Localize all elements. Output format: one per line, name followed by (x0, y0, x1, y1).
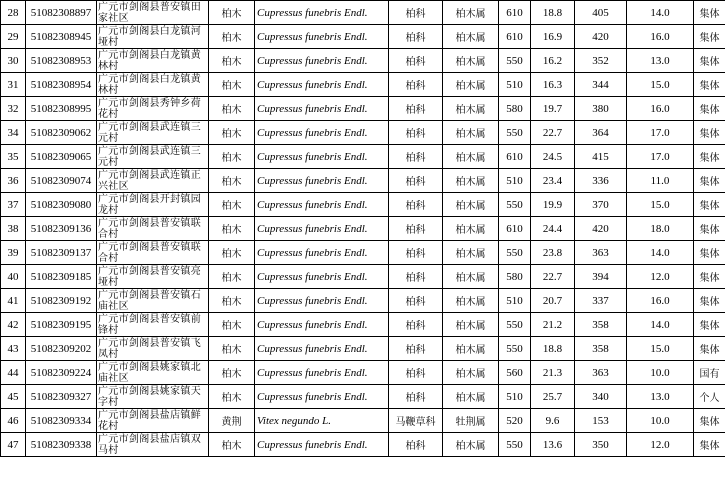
family-cell: 柏科 (389, 217, 443, 241)
tree-code-cell: 51082308897 (26, 1, 97, 25)
tree-code-cell: 51082309065 (26, 145, 97, 169)
girth-cell: 420 (575, 217, 627, 241)
ownership-cell: 集体 (694, 25, 725, 49)
altitude-cell: 550 (499, 121, 531, 145)
common-name-cell: 柏木 (209, 385, 255, 409)
altitude-cell: 520 (499, 409, 531, 433)
table-row (1, 241, 725, 265)
latin-name-cell: Cupressus funebris Endl. (255, 433, 389, 457)
height-cell: 14.0 (627, 313, 694, 337)
height-cell: 13.0 (627, 385, 694, 409)
tree-code-cell: 51082309327 (26, 385, 97, 409)
family-cell: 柏科 (389, 193, 443, 217)
latin-name-cell: Cupressus funebris Endl. (255, 241, 389, 265)
table-row (1, 193, 725, 217)
latin-name-cell: Cupressus funebris Endl. (255, 289, 389, 313)
row-number-cell: 47 (1, 433, 26, 457)
dbh-cell: 21.3 (531, 361, 575, 385)
ownership-cell: 集体 (694, 313, 725, 337)
altitude-cell: 610 (499, 145, 531, 169)
location-cell: 广元市剑阁县武连镇三元村 (97, 121, 209, 145)
location-cell: 广元市剑阁县普安镇田家社区 (97, 1, 209, 25)
table-row (1, 169, 725, 193)
ownership-cell: 集体 (694, 289, 725, 313)
row-number-cell: 28 (1, 1, 26, 25)
ownership-cell: 集体 (694, 265, 725, 289)
tree-code-cell: 51082309080 (26, 193, 97, 217)
common-name-cell: 柏木 (209, 361, 255, 385)
tree-code-cell: 51082308945 (26, 25, 97, 49)
tree-code-cell: 51082309224 (26, 361, 97, 385)
latin-name-cell: Cupressus funebris Endl. (255, 1, 389, 25)
dbh-cell: 18.8 (531, 1, 575, 25)
dbh-cell: 23.8 (531, 241, 575, 265)
location-cell: 广元市剑阁县普安镇联合村 (97, 217, 209, 241)
genus-cell: 柏木属 (443, 337, 499, 361)
girth-cell: 420 (575, 25, 627, 49)
tree-code-cell: 51082309074 (26, 169, 97, 193)
ownership-cell: 集体 (694, 1, 725, 25)
row-number-cell: 32 (1, 97, 26, 121)
ownership-cell: 集体 (694, 337, 725, 361)
common-name-cell: 柏木 (209, 145, 255, 169)
height-cell: 16.0 (627, 97, 694, 121)
family-cell: 柏科 (389, 361, 443, 385)
location-cell: 广元市剑阁县姚家镇天字村 (97, 385, 209, 409)
height-cell: 16.0 (627, 289, 694, 313)
ownership-cell: 集体 (694, 97, 725, 121)
table-row (1, 289, 725, 313)
table-row (1, 433, 725, 457)
altitude-cell: 510 (499, 169, 531, 193)
location-cell: 广元市剑阁县普安镇飞凤村 (97, 337, 209, 361)
table-row (1, 265, 725, 289)
ownership-cell: 集体 (694, 193, 725, 217)
height-cell: 16.0 (627, 25, 694, 49)
genus-cell: 柏木属 (443, 169, 499, 193)
dbh-cell: 25.7 (531, 385, 575, 409)
ownership-cell: 集体 (694, 433, 725, 457)
latin-name-cell: Cupressus funebris Endl. (255, 337, 389, 361)
location-cell: 广元市剑阁县普安镇联合村 (97, 241, 209, 265)
tree-code-cell: 51082309195 (26, 313, 97, 337)
latin-name-cell: Cupressus funebris Endl. (255, 145, 389, 169)
latin-name-cell: Cupressus funebris Endl. (255, 313, 389, 337)
family-cell: 柏科 (389, 145, 443, 169)
altitude-cell: 550 (499, 313, 531, 337)
height-cell: 12.0 (627, 433, 694, 457)
altitude-cell: 610 (499, 217, 531, 241)
ownership-cell: 个人 (694, 385, 725, 409)
latin-name-cell: Cupressus funebris Endl. (255, 265, 389, 289)
genus-cell: 柏木属 (443, 97, 499, 121)
altitude-cell: 580 (499, 97, 531, 121)
tree-code-cell: 51082309202 (26, 337, 97, 361)
altitude-cell: 560 (499, 361, 531, 385)
height-cell: 15.0 (627, 337, 694, 361)
common-name-cell: 柏木 (209, 121, 255, 145)
row-number-cell: 46 (1, 409, 26, 433)
family-cell: 柏科 (389, 433, 443, 457)
genus-cell: 柏木属 (443, 25, 499, 49)
ownership-cell: 集体 (694, 169, 725, 193)
family-cell: 柏科 (389, 289, 443, 313)
genus-cell: 柏木属 (443, 73, 499, 97)
family-cell: 柏科 (389, 169, 443, 193)
row-number-cell: 45 (1, 385, 26, 409)
latin-name-cell: Cupressus funebris Endl. (255, 73, 389, 97)
family-cell: 柏科 (389, 265, 443, 289)
genus-cell: 柏木属 (443, 193, 499, 217)
row-number-cell: 37 (1, 193, 26, 217)
ownership-cell: 集体 (694, 217, 725, 241)
table-row (1, 1, 725, 25)
row-number-cell: 30 (1, 49, 26, 73)
row-number-cell: 40 (1, 265, 26, 289)
common-name-cell: 柏木 (209, 265, 255, 289)
family-cell: 柏科 (389, 49, 443, 73)
location-cell: 广元市剑阁县盐店镇鲜花村 (97, 409, 209, 433)
common-name-cell: 柏木 (209, 97, 255, 121)
row-number-cell: 43 (1, 337, 26, 361)
tree-code-cell: 51082308953 (26, 49, 97, 73)
table-row (1, 385, 725, 409)
girth-cell: 364 (575, 121, 627, 145)
common-name-cell: 柏木 (209, 337, 255, 361)
latin-name-cell: Cupressus funebris Endl. (255, 217, 389, 241)
tree-code-cell: 51082309062 (26, 121, 97, 145)
common-name-cell: 柏木 (209, 289, 255, 313)
family-cell: 柏科 (389, 97, 443, 121)
girth-cell: 405 (575, 1, 627, 25)
dbh-cell: 22.7 (531, 265, 575, 289)
location-cell: 广元市剑阁县普安镇石庙社区 (97, 289, 209, 313)
common-name-cell: 柏木 (209, 433, 255, 457)
common-name-cell: 柏木 (209, 73, 255, 97)
location-cell: 广元市剑阁县普安镇亮垭村 (97, 265, 209, 289)
family-cell: 柏科 (389, 121, 443, 145)
tree-code-cell: 51082309136 (26, 217, 97, 241)
girth-cell: 358 (575, 337, 627, 361)
dbh-cell: 16.3 (531, 73, 575, 97)
altitude-cell: 580 (499, 265, 531, 289)
row-number-cell: 38 (1, 217, 26, 241)
location-cell: 广元市剑阁县白龙镇黄林村 (97, 73, 209, 97)
genus-cell: 柏木属 (443, 385, 499, 409)
altitude-cell: 610 (499, 1, 531, 25)
dbh-cell: 19.9 (531, 193, 575, 217)
height-cell: 15.0 (627, 73, 694, 97)
dbh-cell: 23.4 (531, 169, 575, 193)
common-name-cell: 柏木 (209, 193, 255, 217)
row-number-cell: 29 (1, 25, 26, 49)
latin-name-cell: Cupressus funebris Endl. (255, 97, 389, 121)
genus-cell: 柏木属 (443, 217, 499, 241)
latin-name-cell: Cupressus funebris Endl. (255, 121, 389, 145)
genus-cell: 柏木属 (443, 289, 499, 313)
dbh-cell: 21.2 (531, 313, 575, 337)
ownership-cell: 国有 (694, 361, 725, 385)
tree-code-cell: 51082309137 (26, 241, 97, 265)
tree-code-cell: 51082308954 (26, 73, 97, 97)
height-cell: 14.0 (627, 241, 694, 265)
ownership-cell: 集体 (694, 409, 725, 433)
latin-name-cell: Cupressus funebris Endl. (255, 25, 389, 49)
altitude-cell: 550 (499, 49, 531, 73)
latin-name-cell: Cupressus funebris Endl. (255, 49, 389, 73)
height-cell: 10.0 (627, 409, 694, 433)
family-cell: 柏科 (389, 313, 443, 337)
genus-cell: 柏木属 (443, 145, 499, 169)
dbh-cell: 16.9 (531, 25, 575, 49)
family-cell: 柏科 (389, 25, 443, 49)
common-name-cell: 柏木 (209, 313, 255, 337)
row-number-cell: 42 (1, 313, 26, 337)
altitude-cell: 510 (499, 73, 531, 97)
altitude-cell: 610 (499, 25, 531, 49)
height-cell: 13.0 (627, 49, 694, 73)
table-row (1, 121, 725, 145)
tree-code-cell: 51082309338 (26, 433, 97, 457)
row-number-cell: 31 (1, 73, 26, 97)
location-cell: 广元市剑阁县白龙镇黄林村 (97, 49, 209, 73)
dbh-cell: 24.4 (531, 217, 575, 241)
family-cell: 柏科 (389, 385, 443, 409)
height-cell: 15.0 (627, 193, 694, 217)
girth-cell: 415 (575, 145, 627, 169)
ownership-cell: 集体 (694, 49, 725, 73)
location-cell: 广元市剑阁县姚家镇北庙社区 (97, 361, 209, 385)
genus-cell: 柏木属 (443, 1, 499, 25)
altitude-cell: 510 (499, 385, 531, 409)
row-number-cell: 41 (1, 289, 26, 313)
girth-cell: 153 (575, 409, 627, 433)
common-name-cell: 柏木 (209, 169, 255, 193)
girth-cell: 358 (575, 313, 627, 337)
table-body (1, 1, 725, 457)
location-cell: 广元市剑阁县开封镇园龙村 (97, 193, 209, 217)
location-cell: 广元市剑阁县武连镇正兴社区 (97, 169, 209, 193)
girth-cell: 337 (575, 289, 627, 313)
table-row (1, 337, 725, 361)
height-cell: 17.0 (627, 121, 694, 145)
dbh-cell: 16.2 (531, 49, 575, 73)
family-cell: 马鞭草科 (389, 409, 443, 433)
height-cell: 18.0 (627, 217, 694, 241)
common-name-cell: 柏木 (209, 49, 255, 73)
genus-cell: 柏木属 (443, 361, 499, 385)
table-row (1, 97, 725, 121)
altitude-cell: 510 (499, 289, 531, 313)
dbh-cell: 19.7 (531, 97, 575, 121)
family-cell: 柏科 (389, 241, 443, 265)
table-row (1, 145, 725, 169)
girth-cell: 350 (575, 433, 627, 457)
girth-cell: 363 (575, 241, 627, 265)
location-cell: 广元市剑阁县普安镇前锋村 (97, 313, 209, 337)
genus-cell: 柏木属 (443, 121, 499, 145)
dbh-cell: 24.5 (531, 145, 575, 169)
girth-cell: 363 (575, 361, 627, 385)
girth-cell: 344 (575, 73, 627, 97)
altitude-cell: 550 (499, 433, 531, 457)
altitude-cell: 550 (499, 337, 531, 361)
ownership-cell: 集体 (694, 121, 725, 145)
dbh-cell: 13.6 (531, 433, 575, 457)
row-number-cell: 39 (1, 241, 26, 265)
common-name-cell: 柏木 (209, 1, 255, 25)
common-name-cell: 柏木 (209, 25, 255, 49)
height-cell: 11.0 (627, 169, 694, 193)
genus-cell: 柏木属 (443, 265, 499, 289)
table-row (1, 409, 725, 433)
row-number-cell: 35 (1, 145, 26, 169)
girth-cell: 336 (575, 169, 627, 193)
genus-cell: 牡荆属 (443, 409, 499, 433)
table-row (1, 361, 725, 385)
row-number-cell: 36 (1, 169, 26, 193)
family-cell: 柏科 (389, 73, 443, 97)
table-row (1, 313, 725, 337)
height-cell: 12.0 (627, 265, 694, 289)
ownership-cell: 集体 (694, 73, 725, 97)
dbh-cell: 9.6 (531, 409, 575, 433)
ownership-cell: 集体 (694, 241, 725, 265)
latin-name-cell: Cupressus funebris Endl. (255, 193, 389, 217)
tree-code-cell: 51082308995 (26, 97, 97, 121)
girth-cell: 340 (575, 385, 627, 409)
row-number-cell: 34 (1, 121, 26, 145)
location-cell: 广元市剑阁县秀钟乡荷花村 (97, 97, 209, 121)
genus-cell: 柏木属 (443, 313, 499, 337)
latin-name-cell: Cupressus funebris Endl. (255, 361, 389, 385)
latin-name-cell: Cupressus funebris Endl. (255, 169, 389, 193)
genus-cell: 柏木属 (443, 241, 499, 265)
common-name-cell: 柏木 (209, 241, 255, 265)
height-cell: 17.0 (627, 145, 694, 169)
table-row (1, 49, 725, 73)
table-row (1, 73, 725, 97)
tree-code-cell: 51082309192 (26, 289, 97, 313)
tree-code-cell: 51082309334 (26, 409, 97, 433)
height-cell: 14.0 (627, 1, 694, 25)
dbh-cell: 18.8 (531, 337, 575, 361)
common-name-cell: 柏木 (209, 217, 255, 241)
location-cell: 广元市剑阁县白龙镇河垭村 (97, 25, 209, 49)
tree-code-cell: 51082309185 (26, 265, 97, 289)
height-cell: 10.0 (627, 361, 694, 385)
dbh-cell: 22.7 (531, 121, 575, 145)
common-name-cell: 黄荆 (209, 409, 255, 433)
family-cell: 柏科 (389, 337, 443, 361)
genus-cell: 柏木属 (443, 433, 499, 457)
genus-cell: 柏木属 (443, 49, 499, 73)
row-number-cell: 44 (1, 361, 26, 385)
table-row (1, 25, 725, 49)
latin-name-cell: Vitex negundo L. (255, 409, 389, 433)
altitude-cell: 550 (499, 241, 531, 265)
girth-cell: 352 (575, 49, 627, 73)
girth-cell: 394 (575, 265, 627, 289)
table-row (1, 217, 725, 241)
girth-cell: 380 (575, 97, 627, 121)
ownership-cell: 集体 (694, 145, 725, 169)
latin-name-cell: Cupressus funebris Endl. (255, 385, 389, 409)
location-cell: 广元市剑阁县盐店镇双马村 (97, 433, 209, 457)
family-cell: 柏科 (389, 1, 443, 25)
location-cell: 广元市剑阁县武连镇三元村 (97, 145, 209, 169)
altitude-cell: 550 (499, 193, 531, 217)
girth-cell: 370 (575, 193, 627, 217)
dbh-cell: 20.7 (531, 289, 575, 313)
